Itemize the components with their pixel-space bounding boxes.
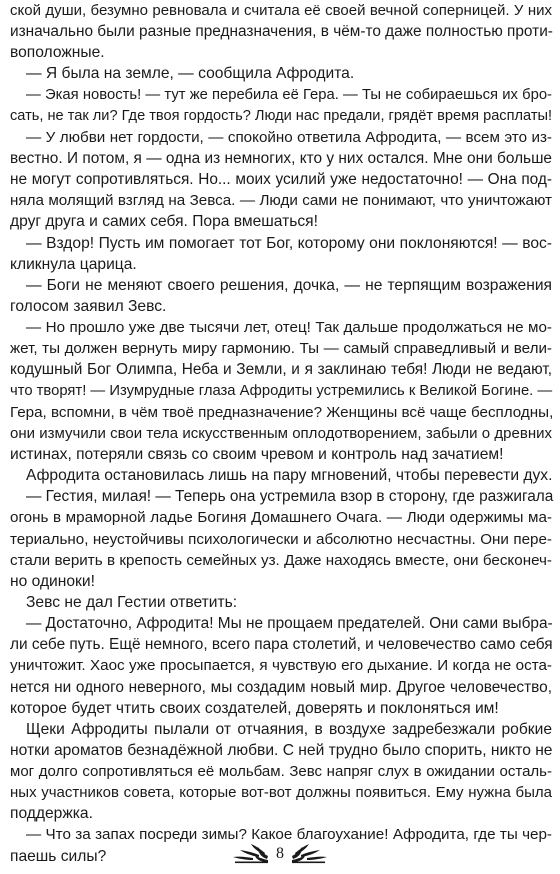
left-ornament-icon (231, 842, 269, 864)
right-ornament-icon (291, 842, 329, 864)
text-line: няла молящий взгляд на Зевса. — Люди сами не понимают, что уничтожают (10, 192, 552, 210)
text-line: что творят! — Изумрудные глаза Афродиты устремились к Великой Богине. — (10, 382, 553, 399)
text-line: — Я была на земле, — сообщила Афродита. (26, 65, 355, 83)
text-line: огонь в мраморной ладье Богиня Домашнего Очага. — Люди одержимы ма- (10, 509, 552, 527)
text-line: кодушный Бог Олимпа, Неба и Земли, и я заклинаю тебя! Люди не ведают, (10, 361, 552, 379)
text-line: мог долго сопротивляться её мольбам. Зевс напряг слух в ожидании осталь- (10, 763, 552, 781)
text-line: друг друга и самих себя. Пора вмешаться! (10, 213, 318, 231)
text-line: териально, неустойчивы психологически и абсолютно несчастны. Они пере- (10, 530, 552, 548)
text-line: — Гестия, милая! — Теперь она устремила взор в сторону, где разжигала (26, 488, 554, 506)
text-line: — У любви нет гордости, — спокойно ответила Афродита, — всем это из- (26, 128, 552, 146)
text-line: жет, ты должен вернуть миру гармонию. Ты — самый справедливый и вели- (10, 340, 552, 358)
text-line: — Экая новость! — тут же перебила её Гера. — Ты не собираешься их бро- (26, 86, 552, 103)
text-line: они измучили свои тела искусственным оплодотворением, забыли о древних (10, 424, 552, 442)
text-line: воположные. (10, 44, 105, 62)
page-number: 8 (276, 845, 284, 862)
text-line: не могут сопротивляться. Но... моих усилий уже недостаточно! — Она под- (10, 171, 552, 189)
text-line: истинах, потеряли связь со своим чревом и контроль над зачатием! (10, 445, 504, 463)
text-line: ли себе путь. Ещё немного, всего пара столетий, и человечество само себя (10, 636, 553, 654)
text-line: — Боги не меняют своего решения, дочка, — не терпящим возражения (26, 276, 552, 294)
text-line: нотки ароматов безнадёжной любви. С ней трудно было спорить, никто не (10, 741, 553, 759)
text-line: Афродита остановилась лишь на пару мгновений, чтобы перевести дух. (26, 467, 553, 485)
text-line: — Что за запах посреди зимы? Какое благоухание! Афродита, где ты чер- (26, 826, 552, 844)
text-line: кликнула царица. (10, 255, 137, 273)
text-line: Зевс не дал Гестии ответить: (26, 593, 238, 611)
text-line: стали верить в крепость семейных уз. Даже находясь вместе, они бесконеч- (10, 551, 552, 569)
text-line: поддержка. (10, 805, 93, 823)
text-line: ской души, безумно ревновала и считала её своей вечной соперницей. У них (10, 2, 552, 19)
text-line: нется ни одного неверного, мы создадим новый мир. Другое человечество, (10, 678, 552, 696)
text-line: — Но прошло уже две тысячи лет, отец! Так дальше продолжаться не мо- (26, 319, 552, 337)
page-footer (0, 838, 560, 868)
text-line: — Достаточно, Афродита! Мы не прощаем предателей. Они сами выбра- (26, 615, 553, 633)
text-line: голосом заявил Зевс. (10, 297, 167, 315)
text-line: — Вздор! Пусть им помогает тот Бог, которому они поклоняются! — вос- (26, 234, 552, 252)
book-page-body (10, 0, 552, 867)
text-line: сать, не так ли? Где твоя гордость? Люди нас предали, грядёт время расплаты! (10, 107, 553, 124)
text-line: ных участников совета, которые вот-вот должны появиться. Ему нужна была (10, 784, 552, 802)
text-line: Гера, вспомни, в чём твоё предназначение? Женщины всё чаще бесплодны, (10, 403, 554, 421)
text-line: вестно. И потом, я — одна из немногих, кто у них остался. Мне они больше (10, 149, 552, 167)
text-line: паешь силы? (10, 847, 107, 865)
text-line: уничтожит. Хаос уже просыпается, я чувствую его дыхание. И когда не оста- (10, 657, 552, 675)
text-line: изначально были разные предназначения, в чём-то даже полностью проти- (10, 23, 553, 41)
text-line: которое будет чтить своих создателей, доверять и поклоняться им! (10, 699, 499, 717)
text-line: но одиноки! (10, 572, 95, 590)
text-line: Щеки Афродиты пылали от отчаяния, в воздухе задребезжали робкие (26, 720, 552, 738)
